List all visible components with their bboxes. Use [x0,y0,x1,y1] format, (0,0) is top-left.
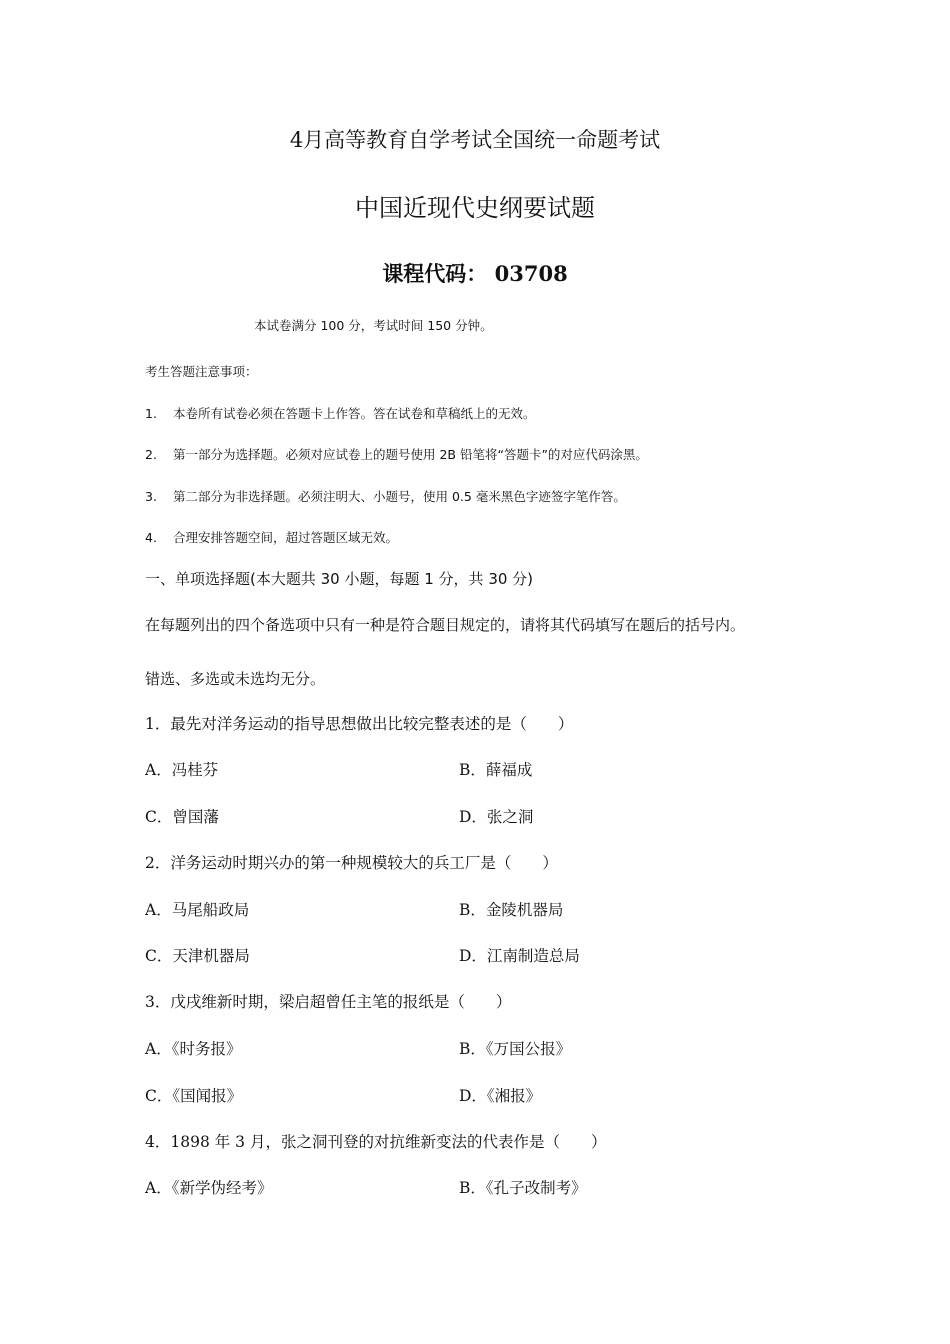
option-a: A．《新学伪经考》 [145,1179,273,1197]
notice-item-text: 合理安排答题空间，超过答题区域无效。 [173,530,399,545]
course-code: 课程代码： 03708 [382,261,568,286]
section-instruction: 错选、多选或未选均无分。 [145,670,326,688]
subject-title: 中国近现代史纲要试题 [355,194,595,222]
question-stem: 3．戊戌维新时期，梁启超曾任主笔的报纸是（ ） [145,993,512,1011]
notice-item-text: 第一部分为选择题。必须对应试卷上的题号使用 2B 铅笔将“答题卡”的对应代码涂黑。 [173,447,648,462]
section-heading: 一、单项选择题(本大题共 30 小题，每题 1 分，共 30 分) [145,570,534,588]
notice-item [145,445,648,463]
notice-item-text: 第二部分为非选择题。必须注明大、小题号，使用 0.5 毫米黑色字迹签字笔作答。 [173,489,626,504]
option-a: A．马尾船政局 [145,901,250,919]
option-c: C．天津机器局 [145,947,250,965]
notice-item [145,528,398,546]
notice-item-number: 4. [145,530,157,545]
notice-item-number: 2. [145,447,157,462]
question-stem: 2．洋务运动时期兴办的第一种规模较大的兵工厂是（ ） [145,854,558,872]
notice-item-text: 本卷所有试卷必须在答题卡上作答。答在试卷和草稿纸上的无效。 [173,406,536,421]
option-d: D．《湘报》 [459,1087,542,1105]
option-b: B．薛福成 [459,761,533,779]
section-instruction: 在每题列出的四个备选项中只有一种是符合题目规定的，请将其代码填写在题后的括号内。 [145,616,746,634]
option-d: D．江南制造总局 [459,947,580,965]
option-d: D．张之洞 [459,808,534,826]
option-b: B．《孔子改制考》 [459,1179,587,1197]
question-stem: 1．最先对洋务运动的指导思想做出比较完整表述的是（ ） [145,715,574,733]
exam-title: 4月高等教育自学考试全国统一命题考试 [289,128,661,152]
option-a: A．冯桂芬 [145,761,219,779]
notice-heading: 考生答题注意事项： [145,364,258,379]
notice-item-number: 1. [145,406,157,421]
option-c: C．曾国藩 [145,808,219,826]
notice-item [145,487,626,505]
notice-item [145,404,536,422]
option-b: B．金陵机器局 [459,901,564,919]
option-a: A．《时务报》 [145,1040,242,1058]
notice-item-number: 3. [145,489,157,504]
score-time-note: 本试卷满分 100 分，考试时间 150 分钟。 [254,318,493,333]
option-c: C．《国闻报》 [145,1087,243,1105]
option-b: B．《万国公报》 [459,1040,572,1058]
question-stem: 4．1898 年 3 月，张之洞刊登的对抗维新变法的代表作是（ ） [145,1133,607,1151]
